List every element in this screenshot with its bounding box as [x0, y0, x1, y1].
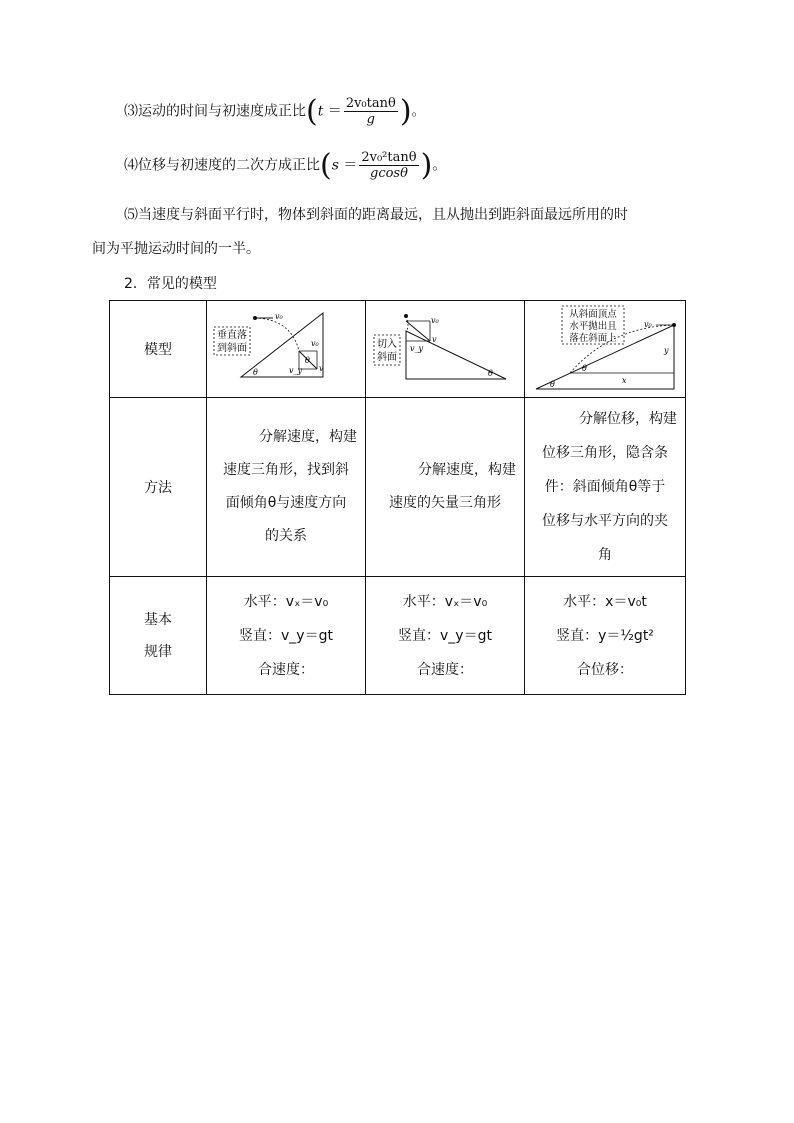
law-line: 水平：vₓ＝v₀ — [402, 593, 488, 610]
item-4-end: 。 — [432, 157, 447, 174]
law-line: 水平：x＝v₀t — [563, 593, 647, 610]
diagram-cell-3 — [525, 301, 686, 398]
time-variable: t — [317, 103, 324, 120]
incline-theta: θ — [488, 369, 493, 378]
table-row — [110, 577, 686, 695]
item-3: ⑶运动的时间与初速度成正比(t ＝ $\frac{\text{2v₀tanθ}}{g}$ )。 — [124, 94, 426, 129]
tangent-entry-diagram — [370, 309, 520, 389]
models-table — [109, 300, 686, 695]
method-line: 位移与水平方向的夹 — [542, 513, 668, 529]
method-cell-3 — [525, 398, 686, 577]
laws-cell-1 — [207, 577, 366, 695]
method-line: 的关系 — [265, 528, 307, 544]
method-line: 角 — [598, 547, 612, 563]
method-line: 件：斜面倾角θ等于 — [544, 479, 666, 495]
method-line: 速度的矢量三角形 — [389, 495, 501, 511]
item-5-line-2: 间为平抛运动时间的一半。 — [92, 241, 260, 257]
land-on-slope-diagram — [530, 305, 680, 393]
displacement-fraction — [359, 150, 418, 181]
box-text-2: 到斜面 — [217, 343, 247, 354]
table-row — [110, 398, 686, 577]
item-3-end: 。 — [411, 103, 426, 120]
box-text-2: 斜面 — [377, 352, 397, 363]
table-row — [110, 301, 686, 398]
box-text-1: 从斜面顶点 — [569, 309, 617, 320]
vertical-landing-diagram — [211, 309, 361, 389]
v0-label: v₀ — [275, 312, 283, 321]
diagram-cell-2 — [366, 301, 525, 398]
theta-label: θ — [305, 356, 310, 365]
vy-label: v_y — [410, 344, 424, 353]
x-label: x — [622, 376, 627, 385]
section-title: 2．常见的模型 — [124, 276, 217, 292]
method-line: 速度三角形，找到斜 — [223, 462, 349, 478]
law-line: 合位移： — [577, 661, 633, 678]
method-cell-1 — [207, 398, 366, 577]
v-label: v — [432, 335, 437, 344]
row-head-laws-2: 规律 — [144, 643, 172, 660]
inner-theta: θ — [582, 364, 587, 373]
row-head-model: 模型 — [110, 301, 207, 398]
box-text-1: 切入 — [377, 339, 397, 350]
item-4: ⑷位移与初速度的二次方成正比(s ＝ $\frac{\text{2v₀²tanθ}}{gcos\theta}$ )。 — [124, 148, 447, 183]
displacement-denominator: gcosθ — [359, 165, 418, 181]
incline-theta: θ — [253, 368, 258, 377]
item-3-text: 运动的时间与初速度成正比 — [138, 103, 306, 120]
row-head-laws — [110, 577, 207, 695]
item-5-line-1: ⑸当速度与斜面平行时，物体到斜面的距离最远，且从抛出到距斜面最远所用的时 — [124, 207, 628, 223]
time-fraction — [344, 96, 398, 127]
v-result-label: v — [319, 364, 324, 373]
box-text-3: 落在斜面上 — [569, 333, 617, 344]
law-line: 合速度： — [258, 661, 314, 678]
right-paren: ) — [399, 94, 412, 129]
y-label: y — [664, 346, 669, 355]
displacement-numerator: 2v₀²tanθ — [361, 150, 417, 165]
left-paren: ( — [306, 94, 318, 129]
item-3-marker: ⑶ — [124, 103, 138, 120]
row-head-laws-1: 基本 — [144, 611, 172, 628]
method-line: 分解位移，构建 — [579, 411, 677, 427]
box-text-2: 水平抛出且 — [569, 321, 617, 332]
v-label: v₀ — [311, 339, 319, 348]
laws-cell-2 — [366, 577, 525, 695]
method-cell-2 — [366, 398, 525, 577]
law-line: 竖直：y＝½gt² — [556, 627, 654, 644]
incline-theta: θ — [550, 380, 555, 389]
law-line: 竖直：v_y＝gt — [398, 627, 492, 644]
box-text-1: 垂直落 — [217, 330, 247, 341]
v0-label: v₀ — [431, 316, 439, 325]
item-4-marker: ⑷ — [124, 157, 138, 174]
row-head-method: 方法 — [110, 398, 207, 577]
displacement-variable: s — [331, 157, 339, 174]
v0-label: v₀ — [644, 320, 652, 329]
vy-label: v_y — [289, 366, 303, 375]
right-paren: ) — [420, 148, 433, 183]
law-line: 合速度： — [417, 661, 473, 678]
diagram-cell-1 — [207, 301, 366, 398]
method-line: 分解速度，构建 — [259, 429, 357, 445]
law-line: 水平：vₓ＝v₀ — [243, 593, 329, 610]
method-line: 分解速度，构建 — [418, 462, 516, 478]
laws-cell-3 — [525, 577, 686, 695]
method-line: 位移三角形，隐含条 — [542, 445, 668, 461]
method-line: 面倾角θ与速度方向 — [225, 495, 347, 511]
time-denominator: g — [344, 111, 398, 127]
item-4-text: 位移与初速度的二次方成正比 — [138, 157, 320, 174]
left-paren: ( — [320, 148, 332, 183]
time-numerator: 2v₀tanθ — [345, 96, 396, 111]
law-line: 竖直：v_y＝gt — [239, 627, 333, 644]
